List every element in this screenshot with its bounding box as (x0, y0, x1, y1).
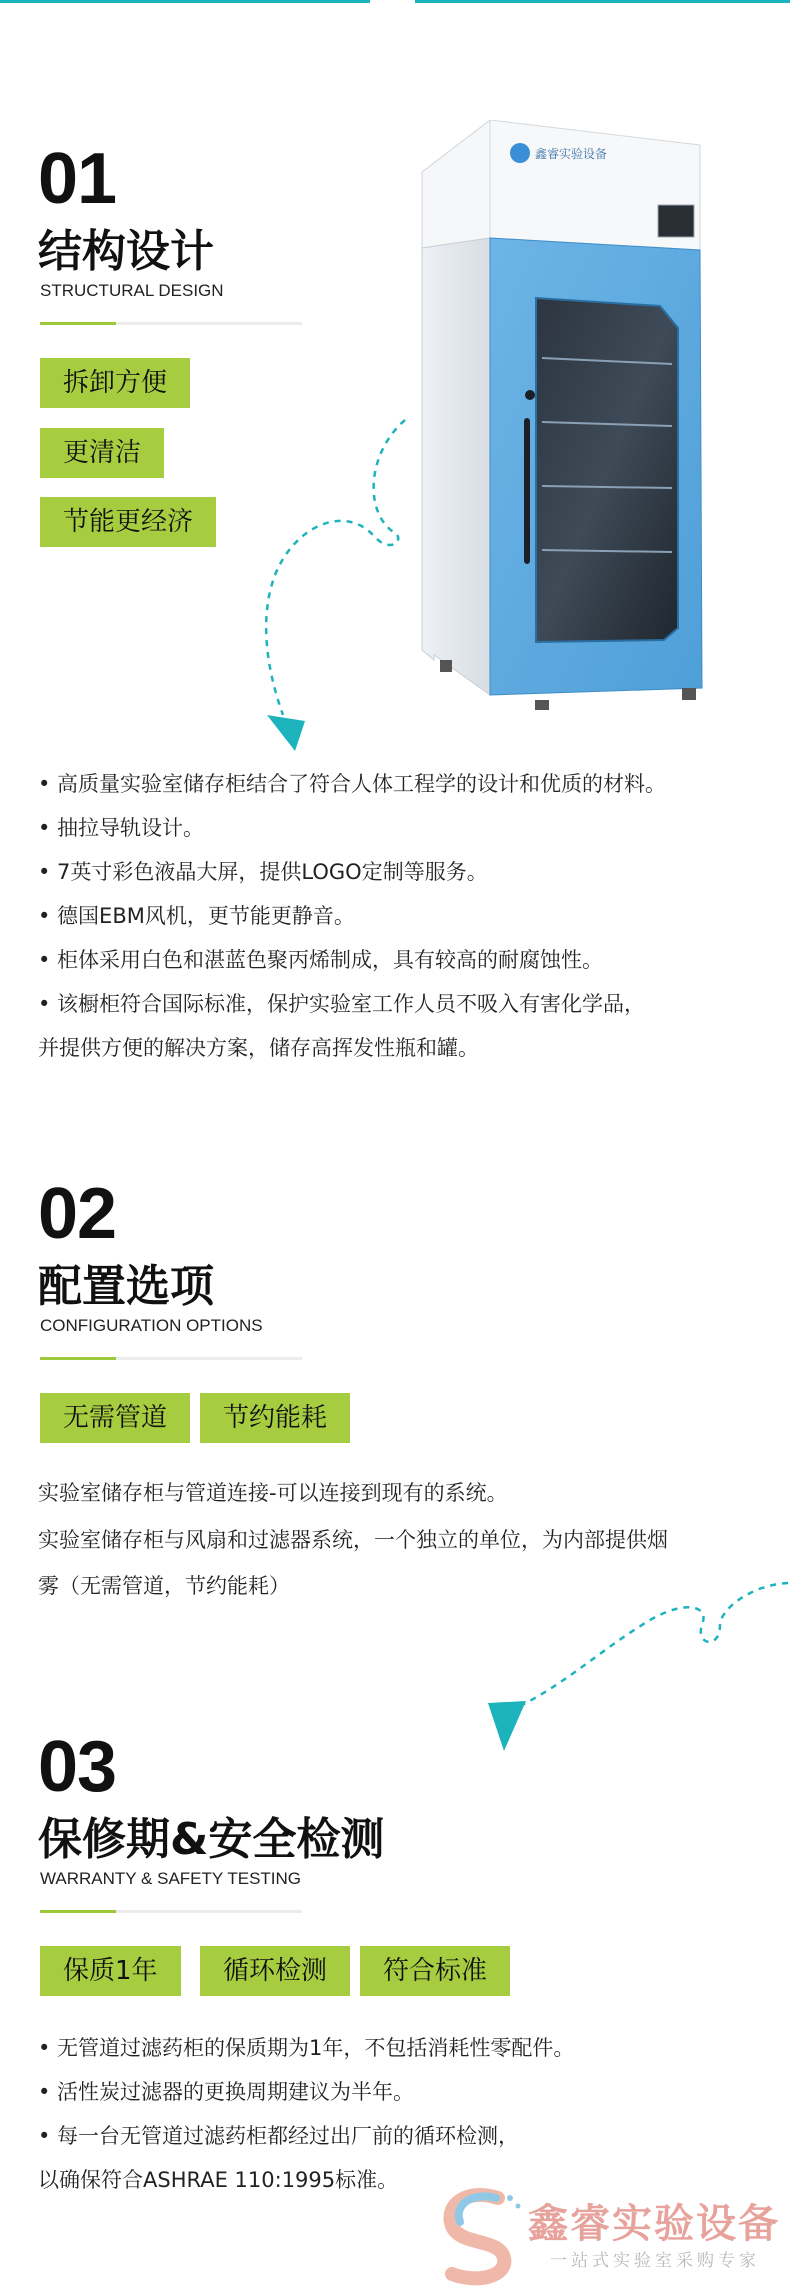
section-rule (40, 322, 302, 325)
desc-line: • 无管道过滤药柜的保质期为1年，不包括消耗性零配件。 (38, 2036, 575, 2060)
section-number: 01 (38, 139, 117, 219)
tag-easy-disassembly: 拆卸方便 (40, 358, 190, 408)
tag-cleaner: 更清洁 (40, 428, 164, 478)
storage-cabinet-illustration (420, 120, 710, 735)
desc-line: • 7英寸彩色液晶大屏，提供LOGO定制等服务。 (38, 860, 488, 884)
section-rule (40, 1910, 302, 1913)
tag-warranty-1yr: 保质1年 (40, 1946, 181, 1996)
desc-line: • 高质量实验室储存柜结合了符合人体工程学的设计和优质的材料。 (38, 772, 667, 796)
dashed-arrow-curve (255, 415, 415, 755)
section-number: 03 (38, 1727, 117, 1807)
section-subtitle-en: CONFIGURATION OPTIONS (40, 1316, 263, 1335)
logo-mark-icon (438, 2186, 528, 2286)
desc-line: • 柜体采用白色和湛蓝色聚丙烯制成，具有较高的耐腐蚀性。 (38, 948, 604, 972)
logo-slogan: 一站式实验室采购专家 (550, 2251, 760, 2271)
company-logo (438, 2186, 790, 2295)
section-number: 02 (38, 1174, 117, 1254)
top-divider-left (0, 0, 370, 3)
top-divider-right (415, 0, 790, 3)
section-subtitle-en: WARRANTY & SAFETY TESTING (40, 1869, 302, 1888)
section-title: 结构设计 (38, 226, 214, 277)
desc-line: 雾（无需管道，节约能耗） (38, 1574, 290, 1598)
logo-company-name: 鑫睿实验设备 (528, 2200, 780, 2247)
tag-compliant: 符合标准 (360, 1946, 510, 1996)
tag-energy-saving: 节能更经济 (40, 497, 216, 547)
desc-line: • 该橱柜符合国际标准，保护实验室工作人员不吸入有害化学品， (38, 992, 646, 1016)
desc-line: 以确保符合ASHRAE 110:1995标准。 (38, 2168, 399, 2192)
section-rule (40, 1357, 302, 1360)
desc-line: • 活性炭过滤器的更换周期建议为半年。 (38, 2080, 415, 2104)
tag-save-energy: 节约能耗 (200, 1393, 350, 1443)
desc-line: • 抽拉导轨设计。 (38, 816, 205, 840)
cabinet-brand-text: 鑫睿实验设备 (535, 147, 608, 161)
tag-no-duct: 无需管道 (40, 1393, 190, 1443)
desc-line: • 德国EBM风机，更节能更静音。 (38, 904, 355, 928)
desc-line: • 每一台无管道过滤药柜都经过出厂前的循环检测， (38, 2124, 520, 2148)
desc-line: 实验室储存柜与风扇和过滤器系统，一个独立的单位，为内部提供烟 (38, 1528, 668, 1552)
dashed-arrow-curve (480, 1575, 790, 1755)
section-title: 配置选项 (38, 1261, 214, 1312)
tag-cycle-test: 循环检测 (200, 1946, 350, 1996)
section-title: 保修期&安全检测 (38, 1814, 385, 1865)
desc-line: 并提供方便的解决方案，储存高挥发性瓶和罐。 (38, 1036, 479, 1060)
section-subtitle-en: STRUCTURAL DESIGN (40, 281, 224, 300)
desc-line: 实验室储存柜与管道连接-可以连接到现有的系统。 (38, 1481, 508, 1505)
